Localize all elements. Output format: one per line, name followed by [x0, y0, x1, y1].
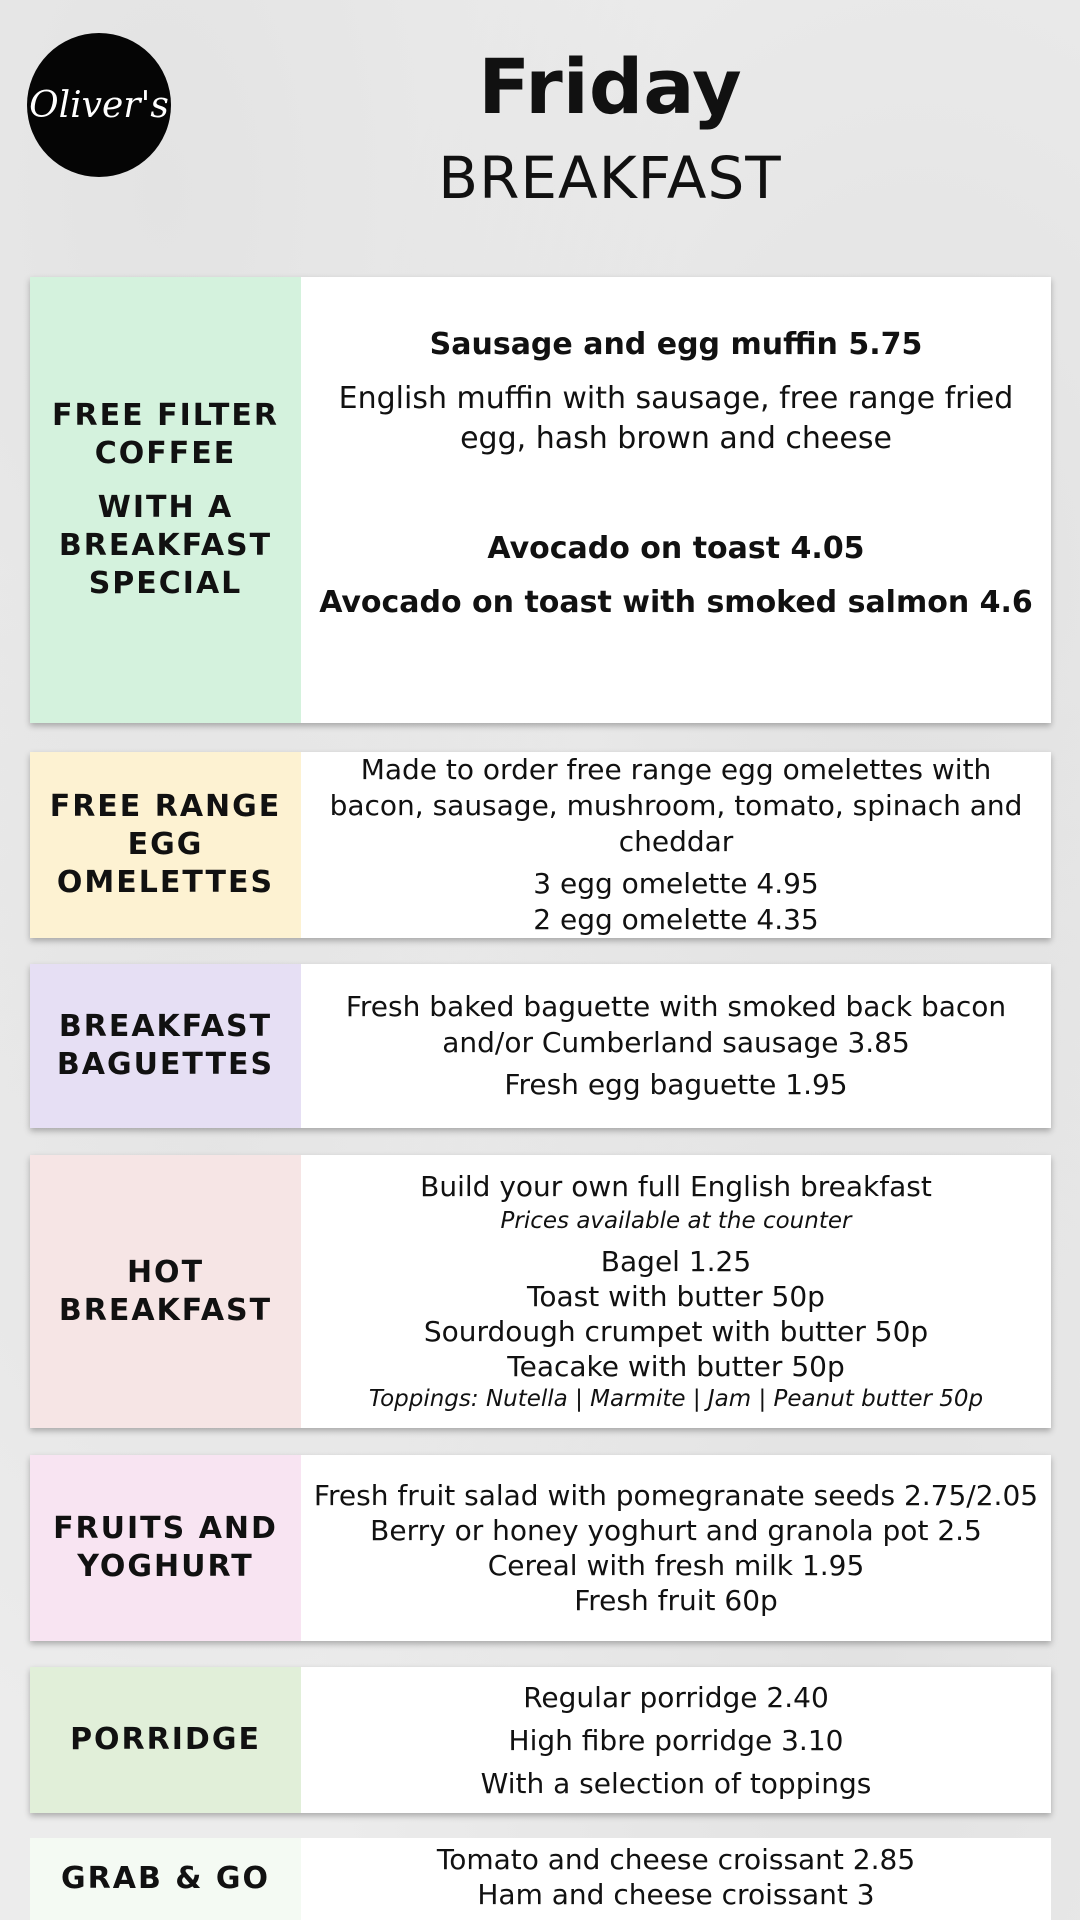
menu-item: Bagel 1.25: [600, 1245, 752, 1278]
menu-item: Avocado on toast with smoked salmon 4.6: [319, 585, 1033, 620]
menu-item: Fresh fruit salad with pomegranate seeds 2.75/2.05: [313, 1479, 1039, 1512]
section-content: [301, 1155, 1051, 1428]
section-label-panel: [30, 964, 301, 1128]
section-hot-breakfast: [30, 1155, 1051, 1428]
menu-item: 3 egg omelette 4.95: [533, 867, 819, 900]
menu-item: High fibre porridge 3.10: [508, 1723, 844, 1757]
meal-title: BREAKFAST: [438, 144, 782, 212]
section-content: [301, 1455, 1051, 1641]
section-label-secondary: WITH A BREAKFAST SPECIAL: [58, 490, 273, 601]
section-breakfast-specials: [30, 277, 1051, 723]
menu-item: Tomato and cheese croissant 2.85: [436, 1843, 916, 1876]
menu-item: 2 egg omelette 4.35: [533, 903, 819, 936]
menu-item: Avocado on toast 4.05: [487, 531, 865, 566]
section-label-panel: [30, 752, 301, 938]
section-label: FREE RANGE EGG OMELETTES: [49, 789, 282, 900]
logo-text: Oliver's: [29, 84, 169, 126]
section-content: [301, 752, 1051, 938]
section-baguettes: [30, 964, 1051, 1128]
menu-item: Fresh egg baguette 1.95: [504, 1068, 848, 1101]
menu-item-description: English muffin with sausage, free range fried egg, hash brown and cheese: [338, 381, 1014, 456]
menu-item: Teacake with butter 50p: [507, 1350, 845, 1383]
menu-item: Fresh fruit 60p: [574, 1584, 778, 1617]
menu-item: Toast with butter 50p: [527, 1280, 825, 1313]
menu-item: Ham and cheese croissant 3: [477, 1878, 875, 1911]
section-content: [301, 1838, 1051, 1920]
section-grab-and-go: [30, 1838, 1051, 1920]
toppings-note: Toppings: Nutella | Marmite | Jam | Peanut butter 50p: [368, 1386, 984, 1412]
logo: [27, 33, 171, 177]
section-label-panel: [30, 1155, 301, 1428]
menu-item: With a selection of toppings: [480, 1766, 872, 1800]
section-label: PORRIDGE: [70, 1722, 261, 1757]
price-note: Prices available at the counter: [500, 1208, 852, 1234]
section-content: [301, 1667, 1051, 1813]
section-fruits-yoghurt: [30, 1455, 1051, 1641]
section-label-panel: [30, 1455, 301, 1641]
section-subtitle: Build your own full English breakfast: [420, 1170, 932, 1203]
menu-item: Regular porridge 2.40: [523, 1680, 829, 1714]
section-label: FRUITS AND YOGHURT: [53, 1511, 278, 1584]
section-label: BREAKFAST BAGUETTES: [56, 1009, 275, 1082]
menu-item-description: Made to order free range egg omelettes with bacon, sausage, mushroom, tomato, spinach and cheddar: [329, 753, 1023, 858]
section-label-panel: [30, 1667, 301, 1813]
section-label: FREE FILTER COFFEE: [52, 398, 279, 471]
section-content: [301, 277, 1051, 723]
menu-item: Sourdough crumpet with butter 50p: [423, 1315, 929, 1348]
section-omelettes: [30, 752, 1051, 938]
section-content: [301, 964, 1051, 1128]
section-label: HOT BREAKFAST: [58, 1254, 273, 1328]
menu-item: Cereal with fresh milk 1.95: [487, 1549, 865, 1582]
menu-item: Sausage and egg muffin 5.75: [429, 327, 923, 362]
section-label: GRAB & GO: [61, 1861, 270, 1896]
section-label-panel: [30, 1838, 301, 1920]
menu-item: Fresh baked baguette with smoked back bacon and/or Cumberland sausage 3.85: [345, 990, 1007, 1059]
menu-item: Berry or honey yoghurt and granola pot 2.5: [370, 1514, 982, 1547]
day-title: Friday: [478, 42, 742, 131]
section-label-panel: [30, 277, 301, 723]
section-porridge: [30, 1667, 1051, 1813]
